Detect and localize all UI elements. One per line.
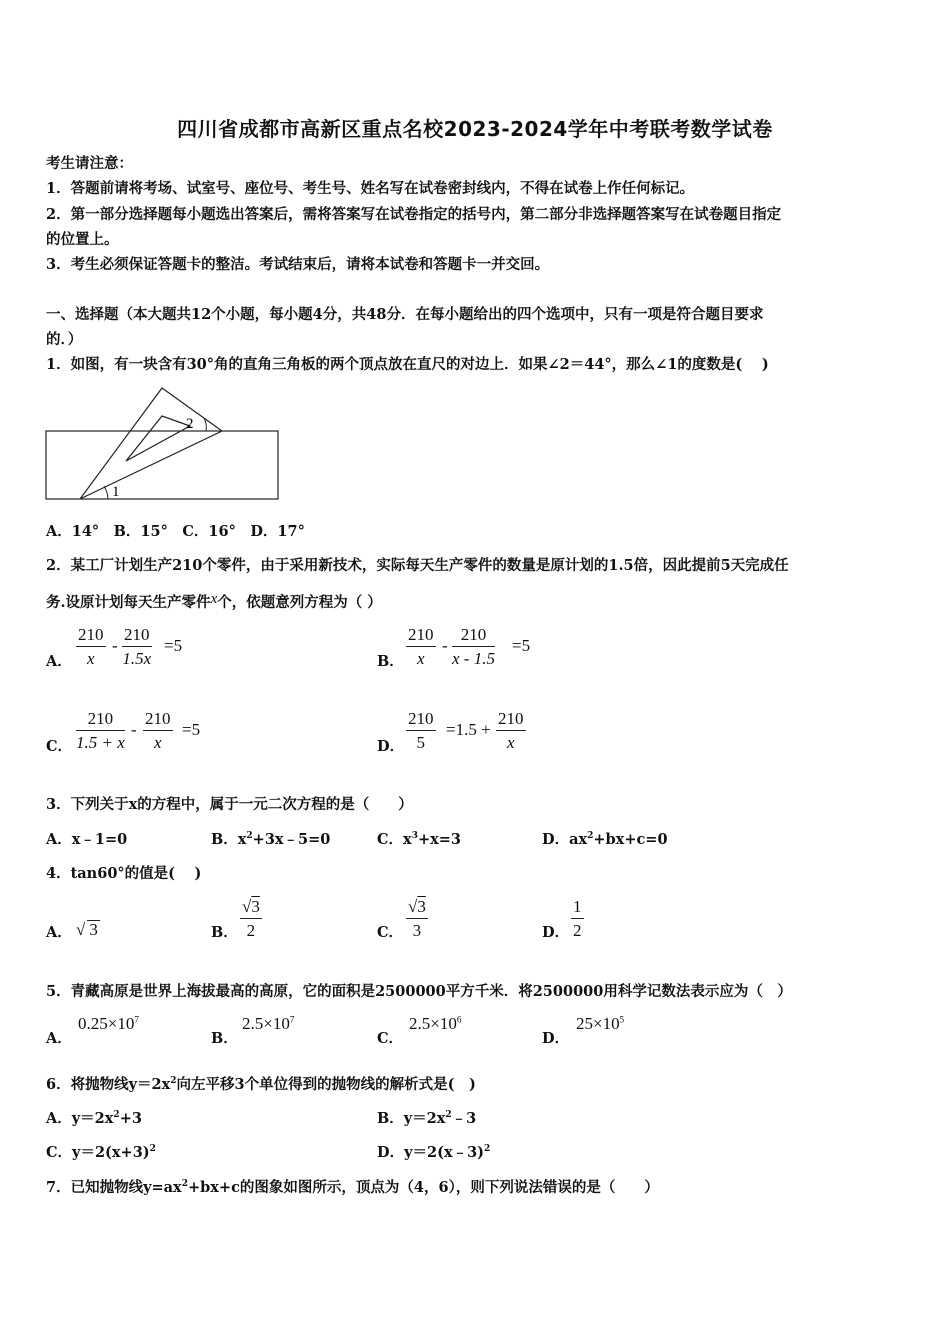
notice-line-2b: 的位置上。 (46, 231, 119, 248)
q2-option-a-label: A． (46, 653, 72, 670)
q2-b-rhs: =5 (512, 636, 531, 655)
q2-option-b-label: B． (377, 653, 404, 670)
q2-option-d-label: D． (377, 738, 405, 755)
q4-option-b-label: B． (211, 924, 238, 941)
q2-stem-2: 务.设原计划每天生产零件x个，依题意列方程为（ ） (46, 591, 382, 611)
angle-2-label: 2 (186, 416, 194, 432)
q3-option-c: C．$x^3+x=3$ (377, 831, 461, 848)
q6-option-b: B．$y=2x^2﹣3$ (377, 1110, 477, 1127)
q2-a-frac-2: $\frac{210}{1.5x}$ (122, 625, 152, 668)
triangle-outer (80, 388, 222, 499)
q2-d-mid: =1.5 + (446, 720, 491, 739)
q2-c-rhs: =5 (182, 720, 201, 739)
q3-option-d: D．$ax^2+bx+c=0$ (542, 831, 668, 848)
q2-a-rhs: =5 (164, 636, 183, 655)
q3-option-a: A．x﹣1=0 (46, 831, 128, 848)
q2-option-c-label: C． (46, 738, 73, 755)
q5-option-a-label: A． (46, 1030, 72, 1047)
q2-d-frac-2: $\frac{210}{x}$ (498, 709, 524, 752)
page-title: 四川省成都市高新区重点名校2023-2024学年中考联考数学试卷 (177, 117, 773, 141)
q5-option-c-label: C． (377, 1030, 404, 1047)
q6-option-a: A．$y=2x^2+3$ (46, 1110, 142, 1127)
q5-option-d-label: D． (542, 1030, 570, 1047)
q2-b-frac-2: $\frac{210}{x - 1.5}$ (452, 625, 495, 668)
q5-option-b-label: B． (211, 1030, 238, 1047)
q1-figure (40, 382, 290, 507)
q2-c-frac-2: $\frac{210}{x}$ (145, 709, 171, 752)
q5-c-value: $2.5\times 10^6$ (409, 1014, 462, 1033)
q2-stem-1: 2．某工厂计划生产210个零件，由于采用新技术，实际每天生产零件的数量是原计划的1.5倍，因此提前5天完成任 (46, 557, 789, 574)
q3-option-b: B．$x^2+3x﹣5=0$ (211, 831, 331, 848)
q2-b-frac-1: $\frac{210}{x}$ (408, 625, 434, 668)
q5-d-value: $25\times 10^5$ (576, 1014, 625, 1033)
q4-option-c-label: C． (377, 924, 404, 941)
q6-option-c: C．$y=2(x+3)^2$ (46, 1144, 156, 1161)
notice-heading: 考生请注意： (46, 155, 133, 172)
section-heading-2: 的．） (46, 331, 83, 348)
q2-c-minus: - (131, 720, 137, 739)
q5-b-value: $2.5\times 10^7$ (242, 1014, 295, 1033)
q4-option-a-label: A． (46, 924, 72, 941)
q4-a-sqrt: √ 3 (76, 920, 98, 939)
q1-options: A．14° B．15° C．16° D．17° (46, 523, 305, 540)
q2-a-frac-1: $\frac{210}{x}$ (78, 625, 104, 668)
q2-d-frac-1: $\frac{210}{5}$ (408, 709, 434, 752)
q4-option-d-label: D． (542, 924, 570, 941)
q2-c-frac-1: $\frac{210}{1.5 + x}$ (76, 709, 125, 752)
q4-d-frac: $\frac{1}{2}$ (573, 897, 582, 940)
angle-1-label: 1 (112, 484, 120, 500)
q4-b-frac: $\frac{√3}{2}$ (242, 897, 260, 940)
q2-b-minus: - (442, 636, 448, 655)
q4-stem: 4．tan60°的值是( ) (46, 865, 202, 882)
q6-option-d: D．y＝2(x﹣3)$^2$ (377, 1144, 491, 1161)
q7-stem: 7．已知抛物线$y=ax^2+bx+c$的图象如图所示，顶点为（4，6），则下列说法错误的是（ ） (46, 1179, 659, 1196)
q1-stem: 1．如图，有一块含有30°角的直角三角板的两个顶点放在直尺的对边上．如果∠2＝44°，那么∠1的度数是( ) (46, 356, 769, 373)
notice-line-1: 1．答题前请将考场、试室号、座位号、考生号、姓名写在试卷密封线内，不得在试卷上作任何标记。 (46, 180, 695, 197)
q6-stem: 6．将抛物线$y=2x^2$向左平移3个单位得到的抛物线的解析式是( ) (46, 1076, 476, 1093)
angle-1-arc (104, 486, 108, 499)
q3-stem: 3．下列关于x的方程中，属于一元二次方程的是（ ） (46, 796, 413, 813)
q5-stem: 5．青藏高原是世界上海拔最高的高原，它的面积是2500000平方千米．将2500000用科学记数法表示应为（ ） (46, 983, 792, 1000)
q4-c-frac: $\frac{√3}{3}$ (408, 897, 426, 940)
q5-a-value: $0.25\times 10^7$ (78, 1014, 139, 1033)
section-heading-1: 一、选择题（本大题共12个小题，每小题4分，共48分．在每小题给出的四个选项中，只有一项是符合题目要求 (46, 306, 764, 323)
q2-a-minus: - (112, 636, 118, 655)
notice-line-3: 3．考生必须保证答题卡的整洁。考试结束后，请将本试卷和答题卡一并交回。 (46, 256, 550, 273)
notice-line-2a: 2．第一部分选择题每小题选出答案后，需将答案写在试卷指定的括号内，第二部分非选择题答案写在试卷题目指定 (46, 206, 782, 223)
